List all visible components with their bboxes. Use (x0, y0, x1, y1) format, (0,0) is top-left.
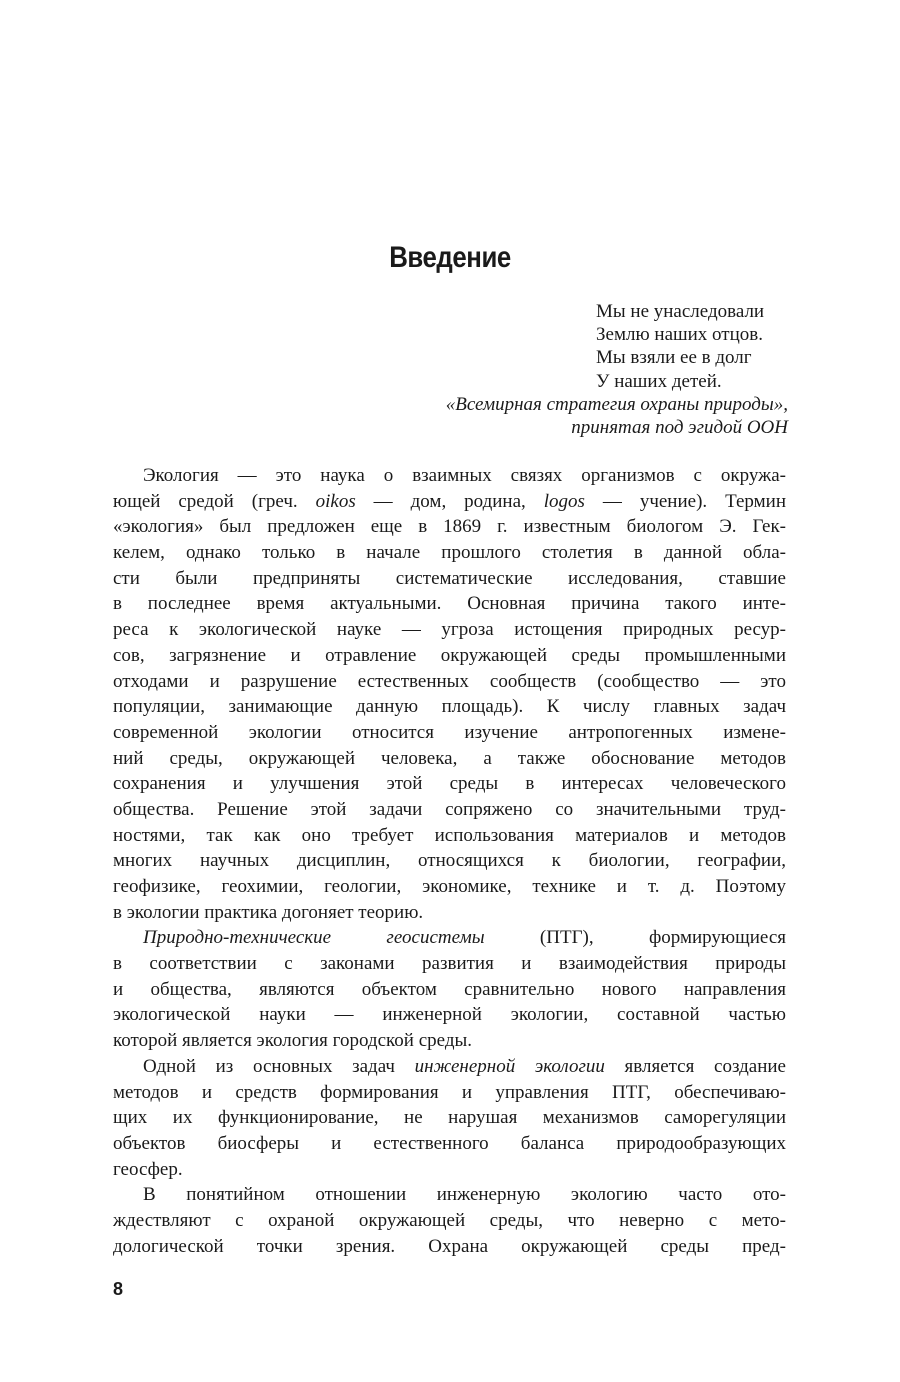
body-text (113, 463, 786, 1259)
text-line (113, 1054, 786, 1080)
text-segment: — учение). Термин (584, 490, 786, 512)
text-segment-italic: logos (543, 490, 585, 512)
epigraph (300, 300, 788, 439)
text-line (113, 489, 786, 515)
text-segment: — дом, родина, (355, 490, 544, 512)
text-line: которой является экология городской среды. (113, 1030, 473, 1052)
text-line: ностями, так как оно требует использования материалов и методов (113, 824, 786, 846)
epigraph-line: Мы взяли ее в долг (596, 347, 752, 369)
text-line: и общества, являются объектом сравнительно нового направления (113, 978, 786, 1000)
text-line: объектов биосферы и естественного баланса природообразующих (113, 1132, 786, 1154)
text-line: многих научных дисциплин, относящихся к биологии, географии, (113, 850, 786, 872)
epigraph-source-line: «Всемирная стратегия охраны природы», (445, 393, 788, 415)
text-line: сов, загрязнение и отравление окружающей среды промышленными (113, 644, 786, 666)
text-line: геосфер. (113, 1158, 183, 1180)
text-line: реса к экологической науке — угроза истощения природных ресур- (113, 619, 786, 641)
text-segment: ющей средой (греч. (113, 490, 316, 512)
epigraph-line: У наших детей. (596, 370, 722, 392)
text-line: экологической науки — инженерной экологии, составной частью (113, 1004, 786, 1026)
epigraph-line: Землю наших отцов. (596, 324, 763, 346)
text-line: геофизике, геохимии, геологии, экономике, технике и т. д. Поэтому (113, 876, 786, 897)
epigraph-source-line: принятая под эгидой ООН (571, 417, 788, 439)
text-line: ний среды, окружающей человека, а также обоснование методов (113, 747, 786, 769)
text-line: сти были предприняты систематические исследования, ставшие (113, 567, 786, 589)
text-line: дологической точки зрения. Охрана окружающей среды пред- (113, 1235, 786, 1257)
text-line: в соответствии с законами развития и взаимодействия природы (113, 953, 786, 975)
text-line: общества. Решение этой задачи сопряжено со значительными труд- (113, 798, 786, 820)
epigraph-source (300, 393, 788, 439)
text-line: сохранения и улучшения этой среды в интересах человеческого (113, 773, 786, 795)
text-line: методов и средств формирования и управления ПТГ, обеспечиваю- (113, 1081, 786, 1103)
text-line: в экологии практика догоняет теорию. (113, 901, 424, 923)
text-line: в последнее время актуальными. Основная причина такого инте- (113, 593, 786, 615)
text-segment: Одной из основных задач (143, 1055, 415, 1077)
page-number: 8 (113, 1279, 124, 1299)
text-line: келем, однако только в начале прошлого столетия в данной обла- (113, 542, 786, 564)
text-line: Экология — это наука о взаимных связях организмов с окружа- (143, 465, 786, 486)
text-line (113, 925, 786, 951)
text-segment: (ПТГ), формирующиеся (484, 927, 786, 949)
text-line: отходами и разрушение естественных сообществ (сообщество — это (113, 670, 786, 692)
text-segment: является создание (604, 1055, 786, 1077)
text-segment-italic: oikos (315, 490, 356, 512)
text-line: современной экологии относится изучение антропогенных измене- (113, 721, 786, 743)
text-segment-italic: инженерной экологии (414, 1055, 605, 1077)
epigraph-line: Мы не унаследовали (596, 301, 765, 322)
text-line: «экология» был предложен еще в 1869 г. известным биологом Э. Гек- (113, 516, 786, 538)
text-line: популяции, занимающие данную площадь). К числу главных задач (113, 696, 786, 718)
text-segment-italic: Природно-технические геосистемы (143, 927, 485, 949)
page-title: Введение (389, 241, 511, 275)
text-line: ждествляют с охраной окружающей среды, что неверно с мето- (113, 1209, 786, 1231)
text-line: щих их функционирование, не нарушая механизмов саморегуляции (113, 1107, 786, 1129)
epigraph-verse (596, 300, 788, 393)
text-line: В понятийном отношении инженерную экологию часто ото- (143, 1184, 786, 1206)
